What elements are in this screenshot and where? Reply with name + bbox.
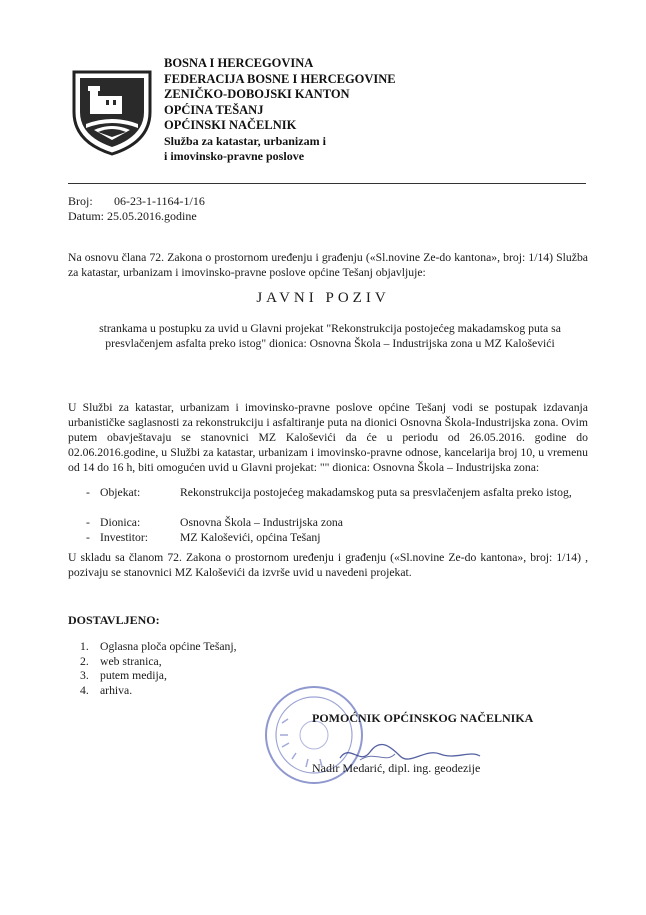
document-subtitle: strankama u postupku za uvid u Glavni projekat "Rekonstrukcija postojećeg makadamskog puta sa presvlačenjem asfalta preko istog" dionica: Osnovna Škola – Industrijska zona u MZ Kaloševići [99,322,561,350]
municipality-coat-of-arms-logo [66,66,158,158]
letterhead-service-line1: Služba za katastar, urbanizam i [164,133,326,148]
signatory-title: POMOĆNIK OPĆINSKOG NAČELNIKA [312,711,534,725]
distribution-heading: DOSTAVLJENO: [68,613,160,627]
list-item: - Dionica: Osnovna Škola – Industrijska zona [68,515,588,530]
document-meta [68,194,205,224]
distribution-list [80,640,237,698]
list-item: 1. Oglasna ploča općine Tešanj, [80,640,237,653]
letterhead-service-line2: i imovinsko-pravne poslove [164,149,305,163]
list-item: - Investitor: MZ Kaloševići, općina Tešanj [68,530,588,545]
letterhead-canton: ZENIČKO-DOBOJSKI KANTON [164,87,350,101]
body-paragraph-1: U Službi za katastar, urbanizam i imovinsko-pravne poslove općine Tešanj vodi se postupak izdavanja urbanističke saglasnosti za rekonstrukciju i asfaltiranje puta na dionici Osnovna Škola-Industrijska zona. Ovim putem obavještavaju se stanovnici MZ Kaloševići da će u periodu od 26.05.2016. godine do 02.06.2016.godine, u Službi za katastar, urbanizam i imovinsko-pravne odnose, kancelarija broj 10, u vremenu od 14 do 16 h, biti omogućen uvid u Glavni projekat: "" dionica: Osnovna Škola – Industrijska zona: [68,401,588,474]
list-item: - Objekat: Rekonstrukcija postojećeg makadamskog puta sa presvlačenjem asfalta preko istog, [68,485,588,515]
date-label: Datum: [68,209,104,223]
document-date: 25.05.2016.godine [107,209,197,223]
list-item: 4. arhiva. [80,683,133,697]
letterhead-federation: FEDERACIJA BOSNE I HERCEGOVINE [164,71,396,86]
reference-number-label: Broj: [68,194,93,208]
letterhead [164,56,396,165]
detail-key: Objekat: [100,486,141,499]
reference-number: 06-23-1-1164-1/16 [114,194,205,208]
detail-key: Dionica: [100,516,141,529]
document-title: JAVNI POZIV [256,290,390,306]
letterhead-office: OPĆINSKI NAČELNIK [164,118,297,132]
letterhead-municipality: OPĆINA TEŠANJ [164,102,264,117]
detail-key: Investitor: [100,531,149,544]
letterhead-country: BOSNA I HERCEGOVINA [164,56,314,70]
signatory-name: Nadir Medarić, dipl. ing. geodezije [312,761,481,775]
intro-paragraph: Na osnovu člana 72. Zakona o prostornom uređenju i građenju («Sl.novine Ze-do kantona», broj: 1/14) Služba za katastar, urbanizam i imovinsko-pravne poslove općine Tešanj objavljuje: [68,251,588,279]
project-details-list [68,485,588,545]
detail-value: Rekonstrukcija postojećeg makadamskog puta sa presvlačenjem asfalta preko istog, [180,486,572,499]
detail-value: Osnovna Škola – Industrijska zona [180,516,343,529]
header-divider [68,183,586,184]
list-item: 3. putem medija, [80,669,167,682]
body-paragraph-2: U skladu sa članom 72. Zakona o prostornom uređenju i građenju («Sl.novine Ze-do kantona», broj: 1/14) , pozivaju se stanovnici MZ Kaloševići da izvrše uvid u navedeni projekat. [68,551,588,579]
detail-value: MZ Kaloševići, općina Tešanj [180,531,321,544]
list-item: 2. web stranica, [80,654,162,668]
